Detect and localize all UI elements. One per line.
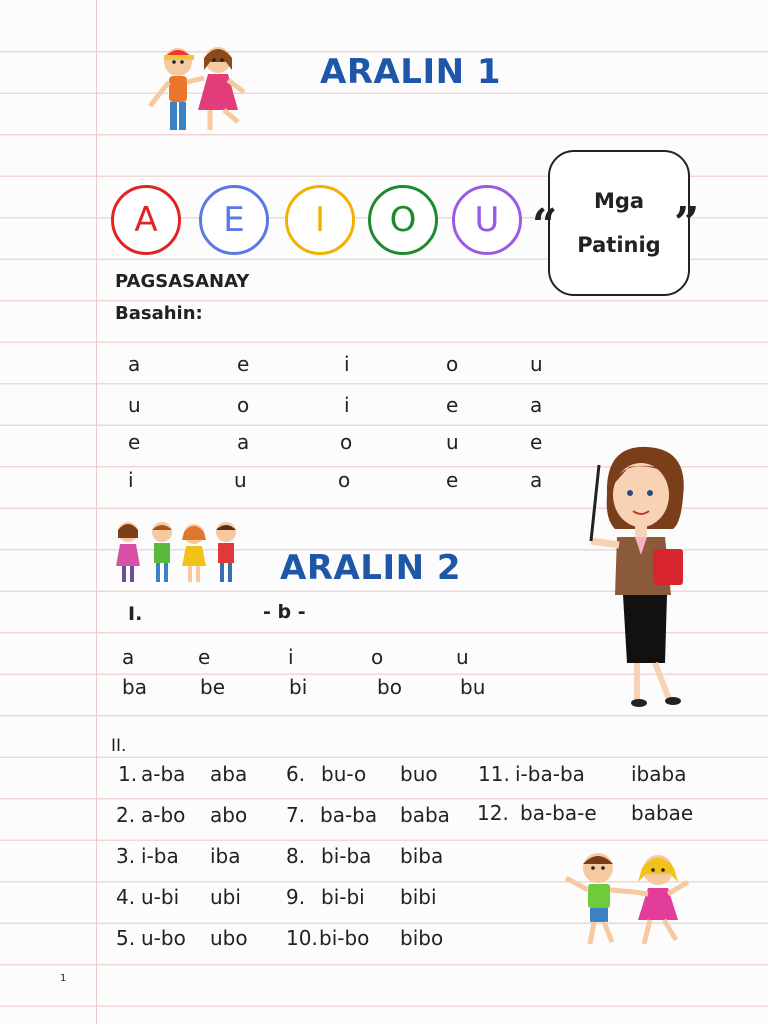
close-quote-mark: ” [674, 198, 700, 249]
patinig-line1: Mga [593, 189, 645, 213]
grid-cell: i [344, 352, 350, 376]
part1-vowel: i [288, 645, 294, 669]
read-label: Basahin: [115, 303, 203, 324]
word-whole: iba [210, 844, 241, 868]
word-number: 1. [118, 762, 138, 786]
notebook-margin-line [96, 0, 97, 1024]
open-quote-mark: “ [532, 200, 558, 251]
word-whole: baba [400, 803, 450, 827]
grid-cell: i [344, 393, 350, 417]
word-number: 7. [286, 803, 306, 827]
word-number: 8. [286, 844, 306, 868]
part1-syllable: be [200, 675, 225, 699]
grid-cell: u [530, 352, 543, 376]
word-whole: biba [400, 844, 444, 868]
part1-syllable: ba [122, 675, 147, 699]
practice-label: PAGSASANAY [115, 271, 250, 292]
part1-syllable: bo [377, 675, 402, 699]
grid-cell: i [128, 468, 134, 492]
grid-cell: a [237, 430, 250, 454]
patinig-line2: Patinig [577, 233, 661, 257]
vowel-circle-o: O [368, 185, 438, 255]
grid-cell: a [530, 468, 543, 492]
part1-vowel: u [456, 645, 469, 669]
word-whole: abo [210, 803, 248, 827]
word-whole: bibo [400, 926, 444, 950]
part1-vowel: o [371, 645, 384, 669]
word-whole: bibi [400, 885, 437, 909]
grid-cell: a [530, 393, 543, 417]
part1-vowel: a [122, 645, 135, 669]
word-syllables: bu-o [321, 762, 367, 786]
grid-cell: e [446, 468, 459, 492]
grid-cell: o [338, 468, 351, 492]
kids-holding-hands-illustration [560, 848, 695, 953]
grid-cell: o [446, 352, 459, 376]
lesson2-title: ARALIN 2 [280, 548, 462, 588]
teacher-illustration [585, 445, 695, 710]
consonant-label: - b - [263, 601, 306, 623]
vowel-circle-i: I [285, 185, 355, 255]
grid-cell: u [234, 468, 247, 492]
part1-syllable: bi [289, 675, 308, 699]
vowel-circle-e: E [199, 185, 269, 255]
word-whole: buo [400, 762, 438, 786]
word-number: 6. [286, 762, 306, 786]
word-whole: aba [210, 762, 248, 786]
word-syllables: a-ba [141, 762, 186, 786]
grid-cell: e [128, 430, 141, 454]
word-number: 12. [477, 801, 509, 825]
word-syllables: bi-bo [319, 926, 370, 950]
grid-cell: e [530, 430, 543, 454]
lesson1-title: ARALIN 1 [320, 52, 502, 92]
word-number: 9. [286, 885, 306, 909]
kids-group-illustration [106, 518, 248, 588]
part2-numeral: II. [111, 736, 127, 756]
part1-numeral: I. [128, 603, 143, 625]
word-whole: ubi [210, 885, 241, 909]
word-number: 3. [116, 844, 136, 868]
word-syllables: a-bo [141, 803, 186, 827]
word-syllables: i-ba [141, 844, 179, 868]
word-number: 2. [116, 803, 136, 827]
vowel-circle-a: A [111, 185, 181, 255]
word-syllables: ba-ba-e [520, 801, 597, 825]
word-number: 10. [286, 926, 318, 950]
word-number: 11. [478, 762, 510, 786]
part1-vowel: e [198, 645, 211, 669]
word-whole: ubo [210, 926, 248, 950]
page-number: 1 [60, 973, 67, 984]
word-number: 5. [116, 926, 136, 950]
word-syllables: bi-bi [321, 885, 365, 909]
part1-syllable: bu [460, 675, 486, 699]
word-syllables: i-ba-ba [515, 762, 585, 786]
grid-cell: e [237, 352, 250, 376]
word-number: 4. [116, 885, 136, 909]
grid-cell: a [128, 352, 141, 376]
word-whole: ibaba [631, 762, 687, 786]
patinig-box [548, 150, 690, 296]
grid-cell: u [128, 393, 141, 417]
word-syllables: u-bi [141, 885, 180, 909]
word-syllables: ba-ba [320, 803, 378, 827]
grid-cell: e [446, 393, 459, 417]
word-syllables: u-bo [141, 926, 186, 950]
vowel-circle-u: U [452, 185, 522, 255]
grid-cell: u [446, 430, 459, 454]
grid-cell: o [237, 393, 250, 417]
word-whole: babae [631, 801, 694, 825]
grid-cell: o [340, 430, 353, 454]
word-syllables: bi-ba [321, 844, 372, 868]
kids-illustration-top [140, 40, 255, 140]
